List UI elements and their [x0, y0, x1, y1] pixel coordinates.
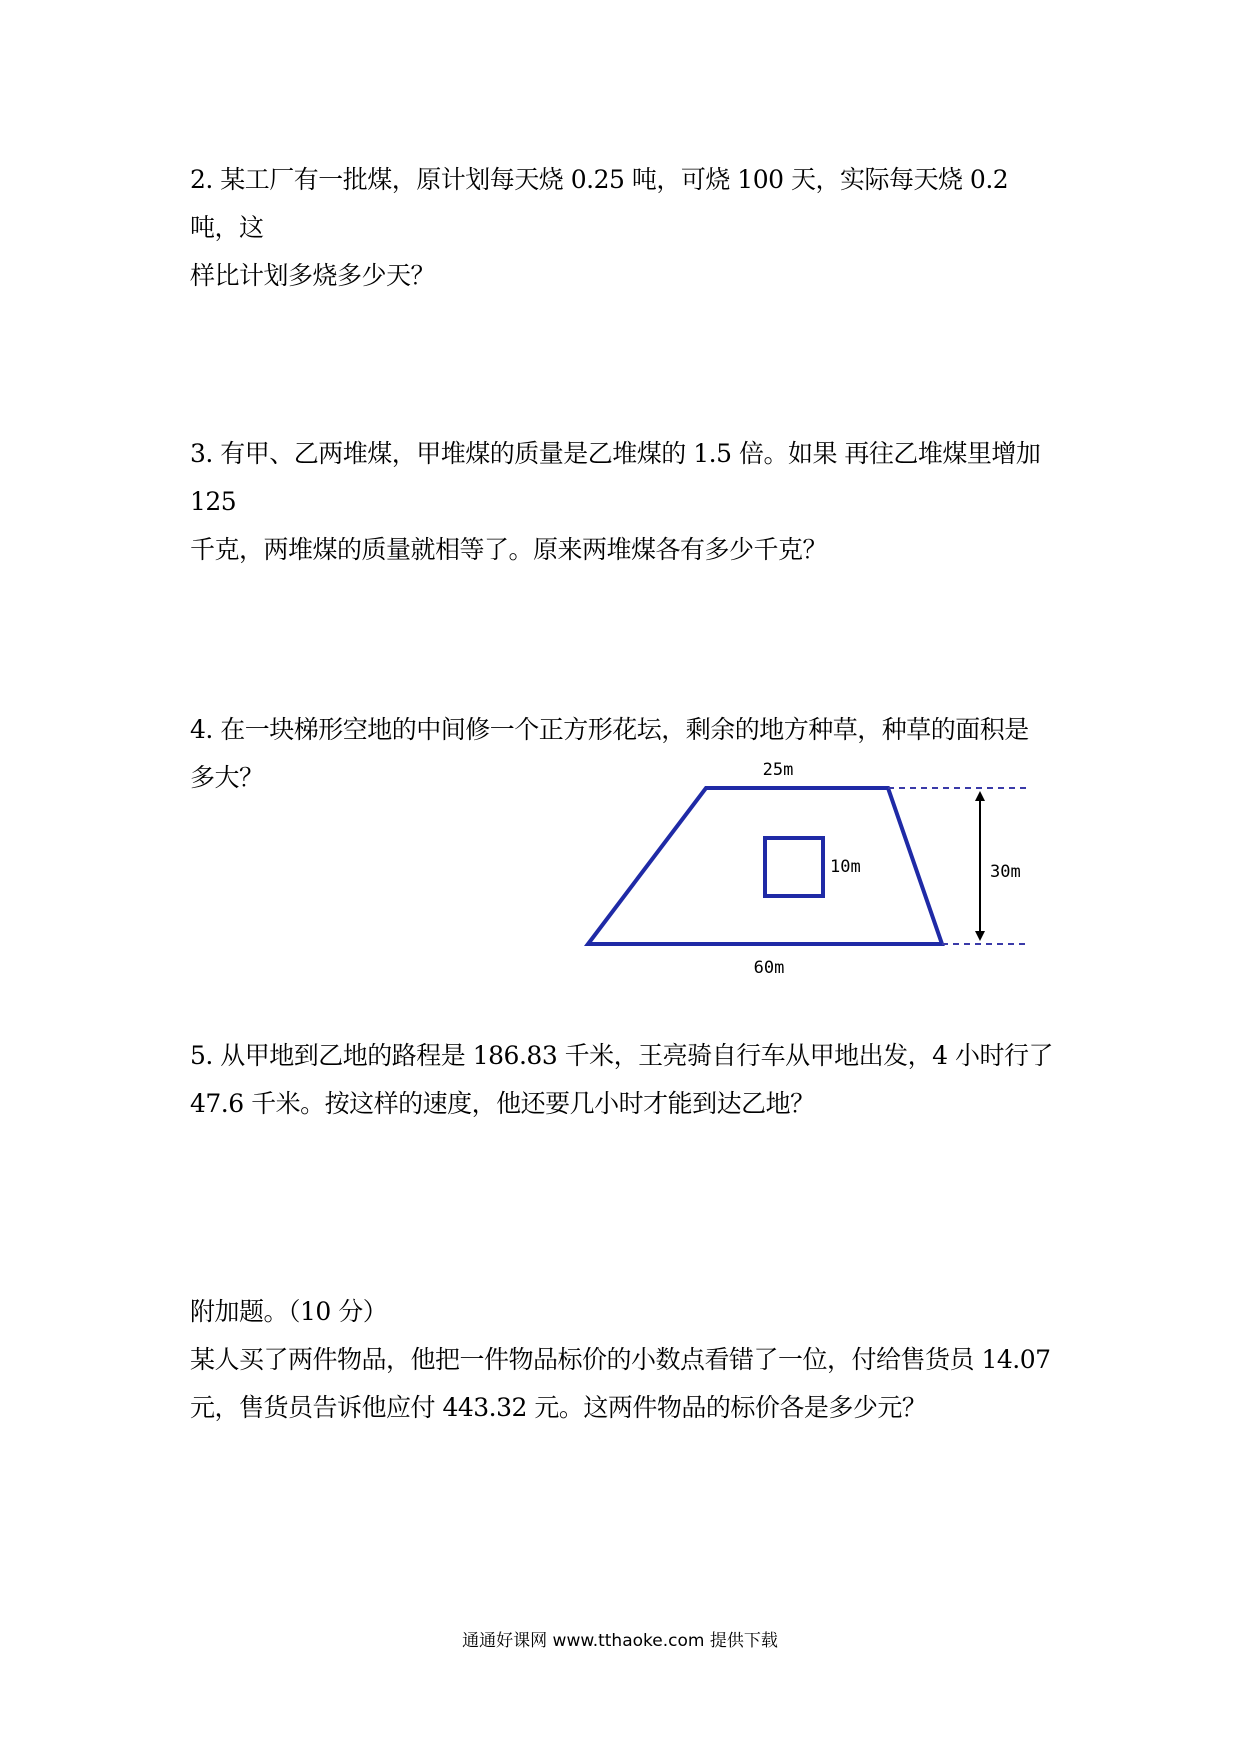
question-3-line-2: 千克，两堆煤的质量就相等了。原来两堆煤各有多少千克？ [190, 535, 828, 564]
question-3 [190, 430, 1060, 574]
bonus-title: 附加题。（10 分） [190, 1297, 388, 1326]
bonus-question [190, 1288, 1060, 1432]
bonus-line-1: 某人买了两件物品，他把一件物品标价的小数点看错了一位，付给售货员 14.07 [190, 1345, 1051, 1374]
top-base-label: 25m [762, 760, 794, 780]
question-2-line-2: 样比计划多烧多少天？ [190, 261, 436, 290]
question-5-line-1: 5. 从甲地到乙地的路程是 186.83 千米，王亮骑自行车从甲地出发，4 小时行了 [190, 1041, 1054, 1070]
question-4-line-2: 多大？ [190, 763, 264, 792]
question-4-line-1: 4. 在一块梯形空地的中间修一个正方形花坛，剩余的地方种草，种草的面积是 [190, 715, 1029, 744]
page-footer: 通通好课网 www.tthaoke.com 提供下载 [462, 1631, 778, 1651]
square-side-label: 10m [830, 857, 861, 877]
question-3-line-1: 3. 有甲、乙两堆煤，甲堆煤的质量是乙堆煤的 1.5 倍。如果 再往乙堆煤里增加 125 [190, 439, 1041, 516]
square-flowerbed [765, 838, 823, 896]
trapezoid-figure [580, 752, 1060, 1004]
question-5 [190, 1032, 1060, 1128]
question-2-line-1: 2. 某工厂有一批煤，原计划每天烧 0.25 吨，可烧 100 天，实际每天烧 0.2 吨，这 [190, 165, 1009, 242]
height-label: 30m [990, 862, 1021, 882]
question-2 [190, 156, 1060, 300]
question-5-line-2: 47.6 千米。按这样的速度，他还要几小时才能到达乙地？ [190, 1089, 815, 1118]
bottom-base-label: 60m [753, 958, 785, 978]
bonus-line-2: 元，售货员告诉他应付 443.32 元。这两件物品的标价各是多少元？ [190, 1393, 927, 1422]
